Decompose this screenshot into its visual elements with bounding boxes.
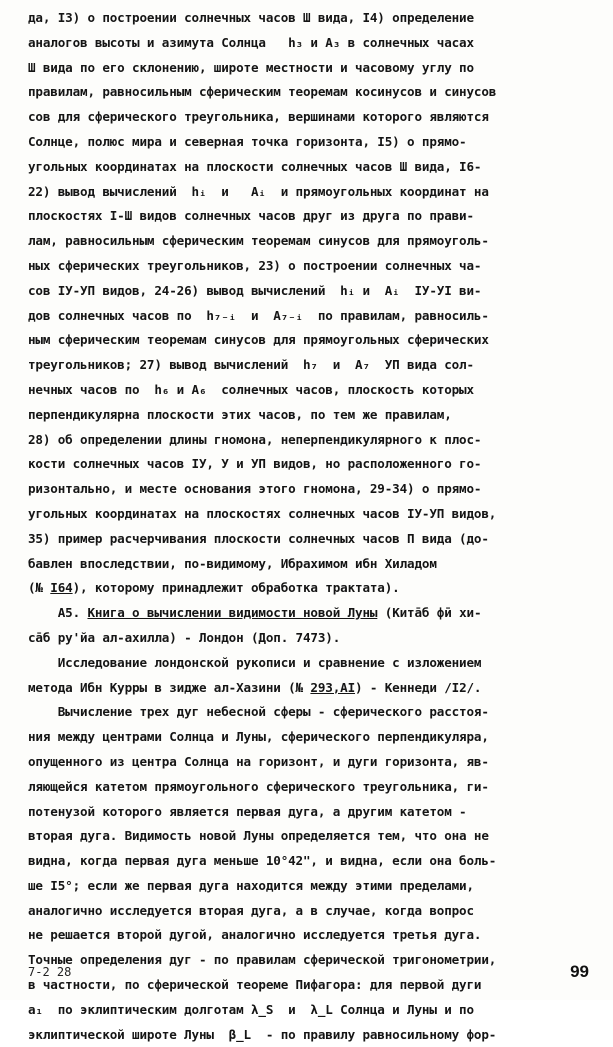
text-segment: кости солнечных часов IУ, У и УП видов, но расположенного го- — [28, 456, 482, 472]
text-line — [28, 973, 602, 998]
text-line — [28, 651, 602, 676]
text-line — [28, 676, 602, 701]
text-segment: перпендикулярна плоскости этих часов, по тем же правилам, — [28, 406, 452, 422]
text-segment: эклиптической широте Луны β_L - по правилу равносильному фор- — [28, 1026, 497, 1042]
text-segment: Ш вида по его склонению, широте местности и часовому углу по — [28, 59, 474, 75]
text-segment: лам, равносильным сферическим теоремам синусов для прямоуголь- — [28, 233, 489, 249]
text-segment: 28) об определении длины гномона, неперпендикулярного к плос- — [28, 431, 482, 447]
text-line — [28, 155, 602, 180]
text-segment: бавлен впоследствии, по-видимому, Ибрахимом ибн Хиладом — [28, 555, 437, 571]
text-line — [28, 1023, 602, 1047]
text-segment: Исследование лондонской рукописи и сравнение с изложением — [28, 654, 482, 670]
text-line — [28, 527, 602, 552]
text-line — [28, 204, 602, 229]
text-line — [28, 923, 602, 948]
text-line — [28, 304, 602, 329]
text-line — [28, 477, 602, 502]
text-line — [28, 874, 602, 899]
text-line — [28, 452, 602, 477]
text-line — [28, 552, 602, 577]
text-segment: сов для сферического треугольника, вершинами которого являются — [28, 109, 489, 125]
text-line — [28, 378, 602, 403]
page-number: 99 — [570, 962, 589, 981]
text-segment: 35) пример расчерчивания плоскости солнечных часов П вида (до- — [28, 530, 489, 546]
text-segment: дов солнечных часов по h₇₋ᵢ и A₇₋ᵢ по правилам, равносиль- — [28, 307, 489, 323]
text-segment: (№ — [28, 580, 51, 596]
text-segment: метода Ибн Курры в зидже ал-Хазини (№ — [28, 679, 311, 695]
text-segment: аналогично исследуется вторая дуга, а в случае, когда вопрос — [28, 902, 474, 918]
text-line — [28, 180, 602, 205]
text-segment: ния между центрами Солнца и Луны, сферического перпендикуляра, — [28, 729, 489, 745]
text-line — [28, 849, 602, 874]
text-line — [28, 353, 602, 378]
text-line — [28, 254, 602, 279]
text-line — [28, 750, 602, 775]
text-line — [28, 601, 602, 626]
text-line — [28, 800, 602, 825]
underlined-text: I64 — [50, 580, 73, 596]
text-segment: Вычисление трех дуг небесной сферы - сферического расстоя- — [28, 704, 489, 720]
text-segment: в частности, по сферической теореме Пифагора: для первой дуги — [28, 977, 482, 993]
text-line — [28, 824, 602, 849]
text-segment: ляющейся катетом прямоугольного сферического треугольника, ги- — [28, 778, 489, 794]
text-segment: ризонтально, и месте основания этого гномона, 29-34) о прямо- — [28, 481, 482, 497]
text-line — [28, 31, 602, 56]
text-line — [28, 998, 602, 1023]
text-segment: правилам, равносильным сферическим теоремам косинусов и синусов — [28, 84, 497, 100]
text-segment: угольных координатах на плоскостях солнечных часов IУ-УП видов, — [28, 505, 497, 521]
text-line — [28, 725, 602, 750]
underlined-text: Книга о вычислении видимости новой Луны — [87, 605, 378, 621]
text-segment: потенузой которого является первая дуга, а другим катетом - — [28, 803, 467, 819]
text-line — [28, 229, 602, 254]
text-segment: сов IУ-УП видов, 24-26) вывод вычислений hᵢ и Aᵢ IУ-УI ви- — [28, 282, 482, 298]
text-line — [28, 502, 602, 527]
text-line — [28, 428, 602, 453]
text-segment: сāб ру'йа ал-ахилла) - Лондон (Доп. 7473). — [28, 629, 341, 645]
printer-signature: 7-2 28 — [28, 965, 72, 979]
text-line — [28, 948, 602, 973]
text-line — [28, 403, 602, 428]
text-segment: ных сферических треугольников, 23) о построении солнечных ча- — [28, 257, 482, 273]
text-line — [28, 576, 602, 601]
text-line — [28, 626, 602, 651]
text-line — [28, 899, 602, 924]
text-segment: вторая дуга. Видимость новой Луны определяется тем, что она не — [28, 828, 489, 844]
text-segment: ), которому принадлежит обработка трактата). — [72, 580, 400, 596]
text-segment: ) - Кеннеди /I2/. — [355, 679, 482, 695]
text-segment: a₁ по эклиптическим долготам λ_S и λ_L Солнца и Луны и по — [28, 1001, 474, 1017]
text-line — [28, 105, 602, 130]
text-segment: ным сферическим теоремам синусов для прямоугольных сферических — [28, 332, 489, 348]
underlined-text: 293,AI — [310, 679, 356, 695]
text-segment: видна, когда первая дуга меньше 10°42", и видна, если она боль- — [28, 853, 497, 869]
text-segment: плоскостях I-Ш видов солнечных часов друг из друга по прави- — [28, 208, 474, 224]
body-text — [28, 6, 602, 1047]
text-segment: (Китāб фӣ хи- — [377, 605, 482, 621]
text-segment: 22) вывод вычислений hᵢ и Aᵢ и прямоугольных координат на — [28, 183, 489, 199]
text-segment: не решается второй дугой, аналогично исследуется третья дуга. — [28, 927, 482, 943]
text-segment: нечных часов по h₆ и A₆ солнечных часов, плоскость которых — [28, 381, 474, 397]
text-segment: ше I5°; если же первая дуга находится между этими пределами, — [28, 877, 474, 893]
text-segment: Точные определения дуг - по правилам сферической тригонометрии, — [28, 952, 497, 968]
text-segment: треугольников; 27) вывод вычислений h₇ и A₇ УП вида сол- — [28, 357, 474, 373]
text-line — [28, 328, 602, 353]
text-segment: угольных координатах на плоскости солнечных часов Ш вида, I6- — [28, 158, 482, 174]
text-line — [28, 130, 602, 155]
text-line — [28, 6, 602, 31]
text-line — [28, 56, 602, 81]
text-segment: A5. — [28, 605, 88, 621]
text-line — [28, 80, 602, 105]
text-line — [28, 775, 602, 800]
text-segment: аналогов высоты и азимута Солнца h₃ и A₃ в солнечных часах — [28, 34, 474, 50]
text-segment: опущенного из центра Солнца на горизонт, и дуги горизонта, яв- — [28, 753, 489, 769]
text-segment: да, I3) о построении солнечных часов Ш вида, I4) определение — [28, 10, 474, 25]
text-line — [28, 279, 602, 304]
text-segment: Солнце, полюс мира и северная точка горизонта, I5) о прямо- — [28, 133, 467, 149]
text-line — [28, 700, 602, 725]
